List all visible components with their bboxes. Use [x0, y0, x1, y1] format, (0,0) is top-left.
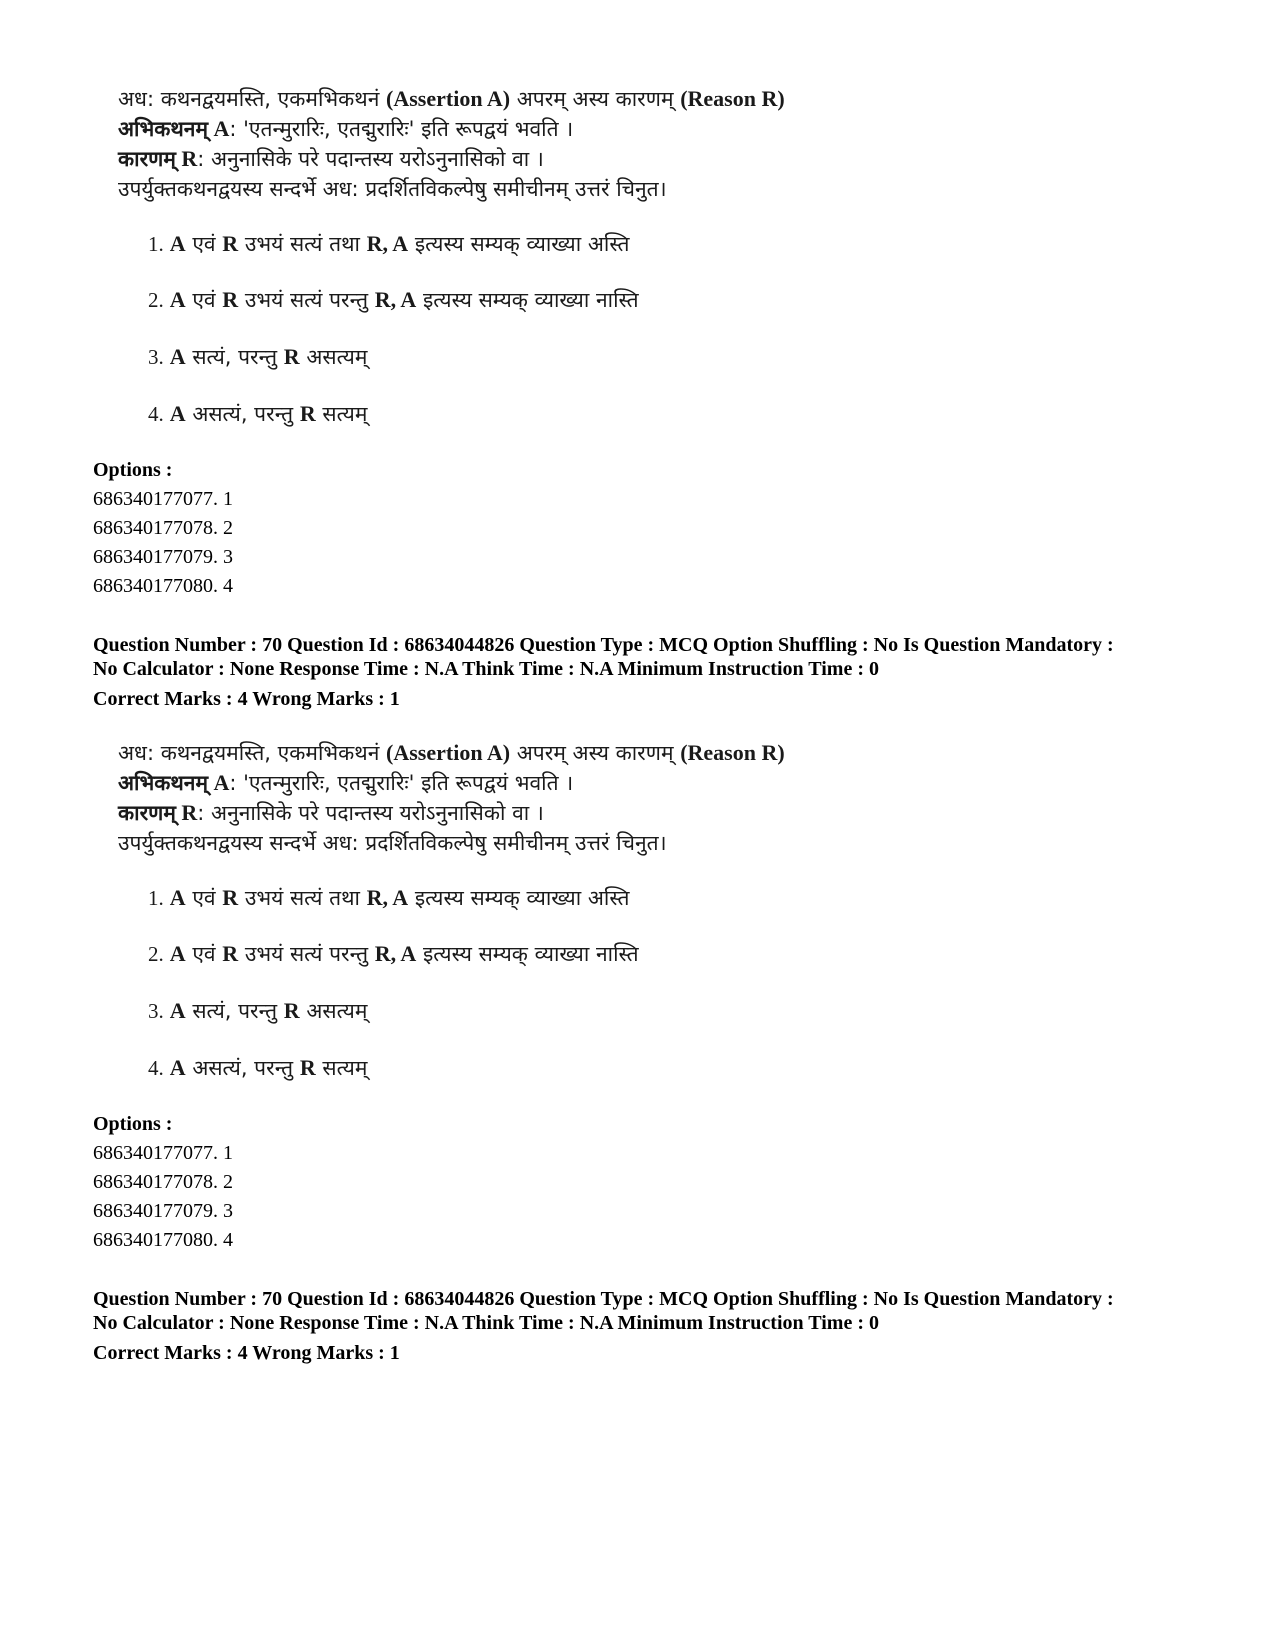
meta-line-1: Question Number : 70 Question Id : 68634044826 Question Type : MCQ Option Shuffling : No Is Question Mandatory : — [93, 634, 1114, 656]
stem-bold: A — [208, 116, 230, 141]
stem-text: : 'एतन्मुरारिः, एतद्मुरारिः' इति रूपद्वयं भवति । — [229, 771, 574, 795]
meta-line-1: Question Number : 70 Question Id : 68634044826 Question Type : MCQ Option Shuffling : No Is Question Mandatory : — [93, 1288, 1114, 1310]
options-header: Options : — [93, 1113, 173, 1135]
choice-text: सत्यं, परन्तु — [185, 999, 284, 1023]
choice-text: उभयं सत्यं परन्तु — [238, 942, 375, 966]
choice-text: एवं — [185, 288, 223, 312]
choice-bold: R — [222, 941, 239, 966]
choice-bold: A — [169, 998, 186, 1023]
choice-number: 2. — [148, 288, 164, 312]
choice-text: सत्यं, परन्तु — [185, 345, 284, 369]
stem-line-3 — [118, 798, 1018, 828]
choice-number: 1. — [148, 886, 164, 910]
stem-bold: (Assertion A) — [386, 86, 511, 111]
question-stem — [118, 84, 1018, 204]
stem-bold: A — [208, 770, 230, 795]
question-stem — [118, 738, 1018, 858]
stem-heading: कारणम् — [118, 801, 176, 825]
stem-line-1 — [118, 84, 1018, 114]
stem-heading: कारणम् — [118, 147, 176, 171]
option-item: 686340177080. 4 — [93, 1229, 233, 1251]
stem-text: : अनुनासिके परे पदान्तस्य यरोऽनुनासिको वा । — [197, 147, 544, 171]
choice-number: 3. — [148, 345, 164, 369]
choice-text: इत्यस्य सम्यक् व्याख्या नास्ति — [416, 288, 639, 312]
choice-number: 4. — [148, 1056, 164, 1080]
choice-text: एवं — [185, 232, 223, 256]
choice-bold: A — [169, 885, 186, 910]
stem-text: : 'एतन्मुरारिः, एतद्मुरारिः' इति रूपद्वयं भवति । — [229, 117, 574, 141]
choice-bold: R — [283, 344, 300, 369]
choice-item — [148, 286, 639, 314]
meta-line-3: Correct Marks : 4 Wrong Marks : 1 — [93, 1342, 400, 1364]
choice-number: 2. — [148, 942, 164, 966]
choice-item — [148, 940, 639, 968]
choice-item — [148, 230, 629, 258]
choice-bold: R — [222, 287, 239, 312]
stem-line-2 — [118, 768, 1018, 798]
option-item: 686340177079. 3 — [93, 1200, 233, 1222]
meta-line-3: Correct Marks : 4 Wrong Marks : 1 — [93, 688, 400, 710]
choice-text: एवं — [185, 886, 223, 910]
choice-bold: A — [169, 941, 186, 966]
choice-item — [148, 343, 367, 371]
stem-bold: (Reason R) — [680, 86, 785, 111]
option-item: 686340177079. 3 — [93, 546, 233, 568]
stem-text: अपरम् अस्य कारणम् — [510, 87, 681, 111]
choice-number: 4. — [148, 402, 164, 426]
option-item: 686340177078. 2 — [93, 1171, 233, 1193]
stem-line-1 — [118, 738, 1018, 768]
stem-line-3 — [118, 144, 1018, 174]
choice-bold: R — [299, 1055, 316, 1080]
choice-text: असत्यम् — [299, 999, 368, 1023]
stem-text: अपरम् अस्य कारणम् — [510, 741, 681, 765]
choice-bold: A — [169, 401, 186, 426]
option-item: 686340177080. 4 — [93, 575, 233, 597]
choice-text: इत्यस्य सम्यक् व्याख्या नास्ति — [416, 942, 639, 966]
choice-text: असत्यं, परन्तु — [185, 402, 300, 426]
choice-text: उभयं सत्यं तथा — [238, 886, 367, 910]
choice-bold: A — [169, 231, 186, 256]
choice-text: असत्यम् — [299, 345, 368, 369]
question-meta — [93, 1287, 1233, 1365]
choice-number: 3. — [148, 999, 164, 1023]
choice-bold: R — [222, 231, 239, 256]
stem-line-2 — [118, 114, 1018, 144]
stem-bold: R — [175, 146, 198, 171]
question-meta — [93, 633, 1233, 711]
choice-text: असत्यं, परन्तु — [185, 1056, 300, 1080]
choice-bold: R, A — [374, 941, 417, 966]
choice-bold: R, A — [366, 231, 409, 256]
options-list — [93, 1110, 233, 1255]
choice-text: सत्यम् — [315, 402, 368, 426]
choice-text: उभयं सत्यं तथा — [238, 232, 367, 256]
stem-bold: R — [175, 800, 198, 825]
choice-text: इत्यस्य सम्यक् व्याख्या अस्ति — [408, 886, 630, 910]
stem-text: अध: कथनद्वयमस्ति, एकमभिकथनं — [118, 741, 387, 765]
meta-line-2: No Calculator : None Response Time : N.A Think Time : N.A Minimum Instruction Time : 0 — [93, 1312, 879, 1334]
choice-item — [148, 400, 367, 428]
meta-line-2: No Calculator : None Response Time : N.A Think Time : N.A Minimum Instruction Time : 0 — [93, 658, 879, 680]
choice-text: इत्यस्य सम्यक् व्याख्या अस्ति — [408, 232, 630, 256]
stem-bold: (Reason R) — [680, 740, 785, 765]
choice-bold: A — [169, 344, 186, 369]
stem-text: अध: कथनद्वयमस्ति, एकमभिकथनं — [118, 87, 387, 111]
choice-bold: R — [299, 401, 316, 426]
option-item: 686340177078. 2 — [93, 517, 233, 539]
option-item: 686340177077. 1 — [93, 1142, 233, 1164]
choice-bold: A — [169, 1055, 186, 1080]
choice-text: एवं — [185, 942, 223, 966]
choice-bold: R — [283, 998, 300, 1023]
choice-bold: R — [222, 885, 239, 910]
stem-heading: अभिकथनम् — [118, 117, 209, 141]
stem-line-4: उपर्युक्तकथनद्वयस्य सन्दर्भे अध: प्रदर्शितविकल्पेषु समीचीनम् उत्तरं चिनुत। — [118, 831, 667, 855]
choice-item — [148, 884, 629, 912]
stem-line-4: उपर्युक्तकथनद्वयस्य सन्दर्भे अध: प्रदर्शितविकल्पेषु समीचीनम् उत्तरं चिनुत। — [118, 177, 667, 201]
option-item: 686340177077. 1 — [93, 488, 233, 510]
choice-bold: R, A — [366, 885, 409, 910]
choice-bold: R, A — [374, 287, 417, 312]
stem-text: : अनुनासिके परे पदान्तस्य यरोऽनुनासिको वा । — [197, 801, 544, 825]
choice-bold: A — [169, 287, 186, 312]
options-header: Options : — [93, 459, 173, 481]
choice-number: 1. — [148, 232, 164, 256]
choice-item — [148, 1054, 367, 1082]
choice-text: सत्यम् — [315, 1056, 368, 1080]
choice-item — [148, 997, 367, 1025]
stem-bold: (Assertion A) — [386, 740, 511, 765]
stem-heading: अभिकथनम् — [118, 771, 209, 795]
choice-text: उभयं सत्यं परन्तु — [238, 288, 375, 312]
options-list — [93, 456, 233, 601]
